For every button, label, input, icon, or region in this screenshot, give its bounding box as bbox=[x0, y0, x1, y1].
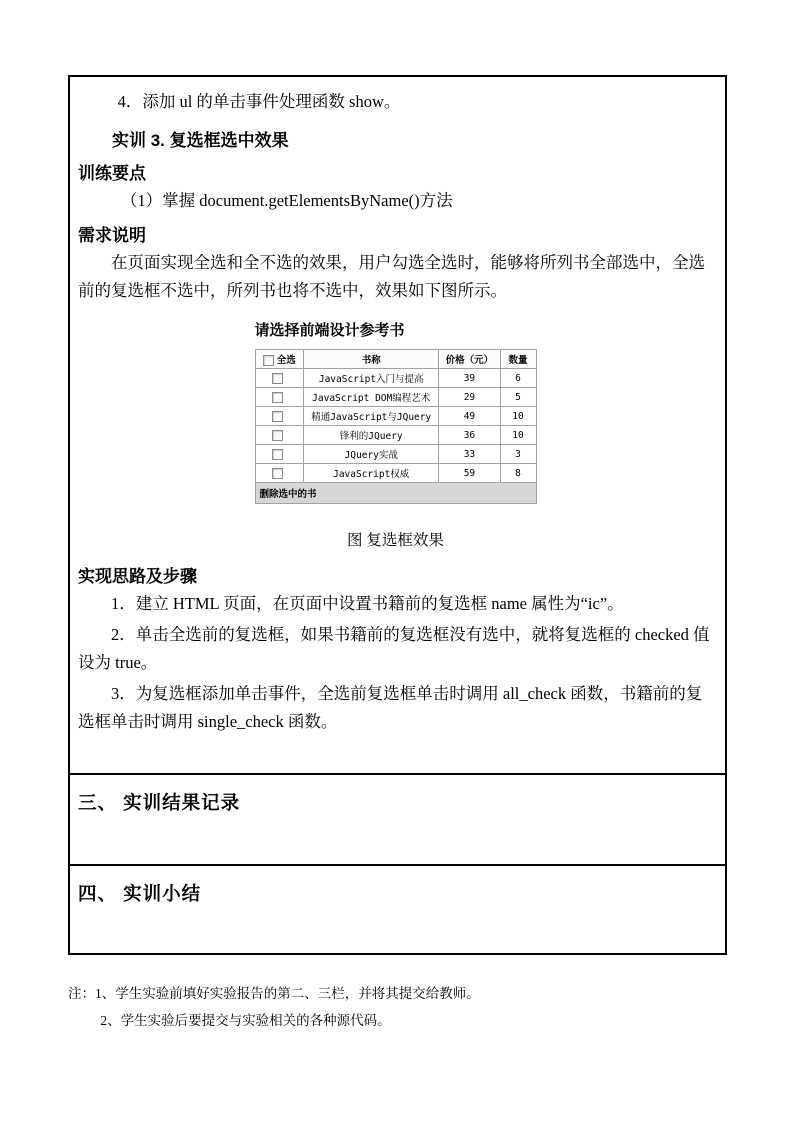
delete-selected-button[interactable]: 删除选中的书 bbox=[255, 483, 536, 504]
book-qty: 3 bbox=[500, 445, 536, 464]
training-point-1: （1）掌握 document.getElementsByName()方法 bbox=[120, 191, 453, 211]
book-title: JavaScript入门与提高 bbox=[304, 369, 439, 388]
book-price: 59 bbox=[439, 464, 500, 483]
step-1: 1．建立 HTML 页面，在页面中设置书籍前的复选框 name 属性为“ic”。 bbox=[111, 594, 624, 614]
book-checkbox[interactable] bbox=[272, 373, 283, 384]
book-title: JavaScript DOM编程艺术 bbox=[304, 388, 439, 407]
book-table bbox=[255, 349, 537, 504]
book-select-cell bbox=[255, 426, 304, 445]
book-price: 33 bbox=[439, 445, 500, 464]
select-all-checkbox[interactable] bbox=[263, 355, 274, 366]
section-summary bbox=[70, 864, 725, 953]
column-header-title: 书称 bbox=[304, 350, 439, 369]
column-header-price: 价格（元） bbox=[439, 350, 500, 369]
results-title: 三、 实训结果记录 bbox=[78, 792, 241, 814]
book-table-header-row bbox=[255, 350, 536, 369]
figure-checkbox-demo bbox=[255, 319, 537, 504]
footnotes bbox=[68, 981, 727, 1034]
summary-title: 四、 实训小结 bbox=[78, 883, 202, 905]
book-select-cell bbox=[255, 388, 304, 407]
book-title: JavaScript权威 bbox=[304, 464, 439, 483]
book-select-cell bbox=[255, 445, 304, 464]
book-row bbox=[255, 407, 536, 426]
book-row bbox=[255, 369, 536, 388]
footnote-1: 注：1、学生实验前填好实验报告的第二、三栏，并将其提交给教师。 bbox=[68, 986, 480, 1002]
book-price: 49 bbox=[439, 407, 500, 426]
list-item-4: 4．添加 ul 的单击事件处理函数 show。 bbox=[117, 92, 401, 111]
book-title: 锋利的JQuery bbox=[304, 426, 439, 445]
book-qty: 6 bbox=[500, 369, 536, 388]
book-title: 精通JavaScript与JQuery bbox=[304, 407, 439, 426]
book-price: 29 bbox=[439, 388, 500, 407]
report-table bbox=[68, 75, 727, 955]
heading-requirement: 需求说明 bbox=[78, 226, 146, 246]
footnote-2: 2、学生实验后要提交与实验相关的各种源代码。 bbox=[100, 1012, 391, 1028]
book-select-cell bbox=[255, 464, 304, 483]
figure-title: 请选择前端设计参考书 bbox=[254, 322, 405, 340]
heading-training-points: 训练要点 bbox=[78, 164, 146, 184]
book-row bbox=[255, 388, 536, 407]
book-price: 39 bbox=[439, 369, 500, 388]
select-all-label: 全选 bbox=[276, 355, 296, 367]
book-price: 36 bbox=[439, 426, 500, 445]
book-checkbox[interactable] bbox=[272, 449, 283, 460]
select-all-header bbox=[255, 350, 304, 369]
book-checkbox[interactable] bbox=[272, 411, 283, 422]
task3-heading: 实训 3. 复选框选中效果 bbox=[112, 131, 289, 151]
heading-steps: 实现思路及步骤 bbox=[78, 567, 197, 587]
book-row bbox=[255, 445, 536, 464]
book-qty: 8 bbox=[500, 464, 536, 483]
book-select-cell bbox=[255, 369, 304, 388]
section-experiment-content bbox=[70, 77, 725, 773]
section-results bbox=[70, 773, 725, 864]
book-qty: 10 bbox=[500, 407, 536, 426]
book-checkbox[interactable] bbox=[272, 392, 283, 403]
book-table-footer-row bbox=[255, 483, 536, 504]
step-2: 2．单击全选前的复选框，如果书籍前的复选框没有选中，就将复选框的 checked 值设为 true。 bbox=[78, 625, 710, 673]
book-checkbox[interactable] bbox=[272, 468, 283, 479]
column-header-qty: 数量 bbox=[500, 350, 536, 369]
book-qty: 5 bbox=[500, 388, 536, 407]
book-qty: 10 bbox=[500, 426, 536, 445]
book-row bbox=[255, 464, 536, 483]
book-checkbox[interactable] bbox=[272, 430, 283, 441]
requirement-paragraph: 在页面实现全选和全不选的效果，用户勾选全选时，能够将所列书全部选中，全选前的复选框不选中，所列书也将不选中，效果如下图所示。 bbox=[78, 253, 705, 301]
book-title: JQuery实战 bbox=[304, 445, 439, 464]
book-row bbox=[255, 426, 536, 445]
book-select-cell bbox=[255, 407, 304, 426]
step-3: 3．为复选框添加单击事件，全选前复选框单击时调用 all_check 函数，书籍前的复选框单击时调用 single_check 函数。 bbox=[78, 684, 703, 732]
figure-caption: 图 复选框效果 bbox=[347, 532, 444, 550]
